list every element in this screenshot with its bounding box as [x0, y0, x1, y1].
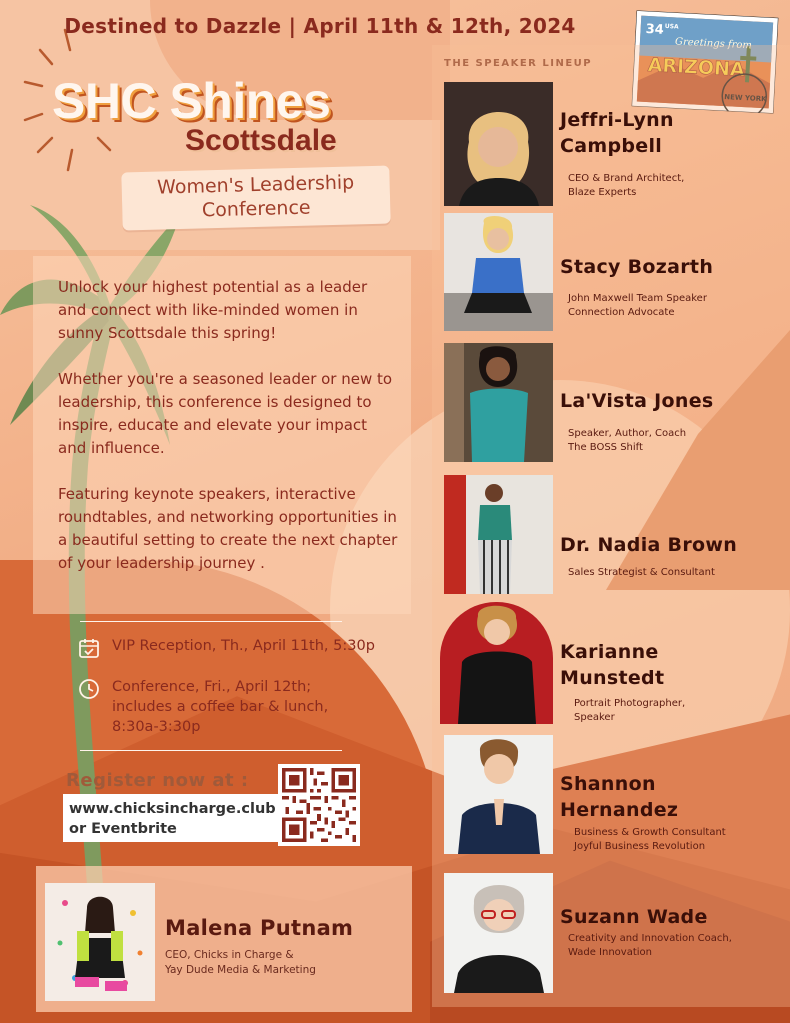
calendar-check-icon: [78, 637, 100, 659]
speaker-name-line: Dr. Nadia Brown: [560, 534, 738, 556]
speaker-photo: [444, 343, 553, 462]
speaker-name-line: Munstedt: [560, 667, 665, 689]
speaker-role: [568, 566, 715, 580]
host-photo: [45, 883, 155, 1001]
event-date-banner: Destined to Dazzle | April 11th & 12th, 2024: [64, 14, 576, 38]
stamp-greeting: Greetings from: [674, 36, 753, 52]
conference-title-line1: Women's Leadership: [156, 171, 355, 199]
logo-title: SHC Shines: [52, 73, 331, 129]
stamp-country: USA: [664, 22, 679, 31]
speaker-role: [568, 427, 686, 455]
registration-qr-code[interactable]: [278, 764, 360, 846]
speaker-role-line: Wade Innovation: [568, 947, 652, 958]
conference-title-badge: [121, 166, 390, 231]
event-text: Conference, Fri., April 12th; includes a coffee bar & lunch, 8:30a-3:30p: [112, 679, 329, 735]
speaker-name-line: Shannon: [560, 773, 656, 795]
speaker-name-line: Suzann Wade: [560, 906, 708, 928]
stamp-denomination: 34: [645, 21, 665, 38]
speaker-name: [560, 254, 713, 280]
stamp-postmark: NEW YORK: [723, 93, 767, 104]
speaker-photo: [444, 213, 553, 331]
event-conference: [78, 677, 368, 737]
host-role: [165, 948, 316, 978]
stamp-state: ARIZONA: [647, 54, 746, 82]
speaker-role-line: John Maxwell Team Speaker: [568, 293, 707, 304]
speaker-role-line: The BOSS Shift: [568, 442, 643, 453]
divider: [80, 750, 342, 751]
speaker-name: [560, 771, 678, 823]
speaker-photo: [444, 735, 553, 854]
speaker-role-line: Business & Growth Consultant: [574, 827, 726, 838]
register-url[interactable]: www.chicksincharge.club: [69, 801, 276, 817]
clock-icon: [78, 678, 100, 700]
speaker-photo: [444, 82, 553, 206]
speaker-role-line: Portrait Photographer,: [574, 698, 686, 709]
speaker-name-line: Campbell: [560, 135, 663, 157]
register-label: Register now at :: [66, 770, 249, 791]
speaker-name-line: Karianne: [560, 641, 659, 663]
speaker-name-line: Hernandez: [560, 799, 679, 821]
speaker-name-line: La'Vista Jones: [560, 390, 714, 412]
event-text: VIP Reception, Th., April 11th, 5:30p: [112, 638, 375, 654]
speaker-name: [560, 639, 664, 691]
speaker-role-line: Blaze Experts: [568, 187, 637, 198]
speaker-name: [560, 904, 708, 930]
speaker-role-line: Speaker: [574, 712, 615, 723]
conference-title-line2: Conference: [201, 196, 311, 222]
speaker-role: [568, 292, 707, 320]
speaker-photo: [440, 602, 553, 724]
speaker-role-line: Joyful Business Revolution: [574, 841, 706, 852]
speaker-role: [574, 826, 726, 854]
speaker-role: [574, 697, 685, 725]
speaker-role-line: CEO & Brand Architect,: [568, 173, 685, 184]
register-url-box[interactable]: [63, 794, 278, 842]
intro-paragraph: Featuring keynote speakers, interactive roundtables, and networking opportunities in a beautiful setting to create the next chapter of your leadership journey .: [58, 485, 398, 572]
event-vip-reception: [78, 636, 375, 659]
speaker-role-line: Creativity and Innovation Coach,: [568, 933, 732, 944]
host-role-line: Yay Dude Media & Marketing: [165, 964, 316, 976]
speaker-role: [568, 172, 684, 200]
speaker-lineup-title: THE SPEAKER LINEUP: [444, 58, 593, 69]
logo-subtitle: Scottsdale: [185, 124, 337, 157]
speaker-role-line: Speaker, Author, Coach: [568, 428, 687, 439]
divider: [80, 621, 342, 622]
speaker-role-line: Connection Advocate: [568, 307, 675, 318]
register-alt: or Eventbrite: [69, 821, 177, 837]
speaker-role-line: Sales Strategist & Consultant: [568, 567, 715, 578]
speaker-photo: [444, 873, 553, 993]
host-role-line: CEO, Chicks in Charge &: [165, 949, 294, 961]
speaker-role: [568, 932, 732, 960]
host-name: Malena Putnam: [165, 916, 354, 940]
speaker-name: [560, 532, 737, 558]
speaker-name: [560, 388, 714, 414]
speaker-name-line: Jeffri-Lynn: [560, 109, 674, 131]
speaker-name-line: Stacy Bozarth: [560, 256, 714, 278]
speaker-name: [560, 107, 674, 159]
intro-description: [58, 276, 398, 598]
speaker-photo: [444, 475, 553, 594]
intro-paragraph: Whether you're a seasoned leader or new to leadership, this conference is designed to inspire, educate and elevate your impact and influence.: [58, 370, 393, 457]
intro-paragraph: Unlock your highest potential as a leader and connect with like-minded women in sunny Scottsdale this spring!: [58, 278, 368, 342]
